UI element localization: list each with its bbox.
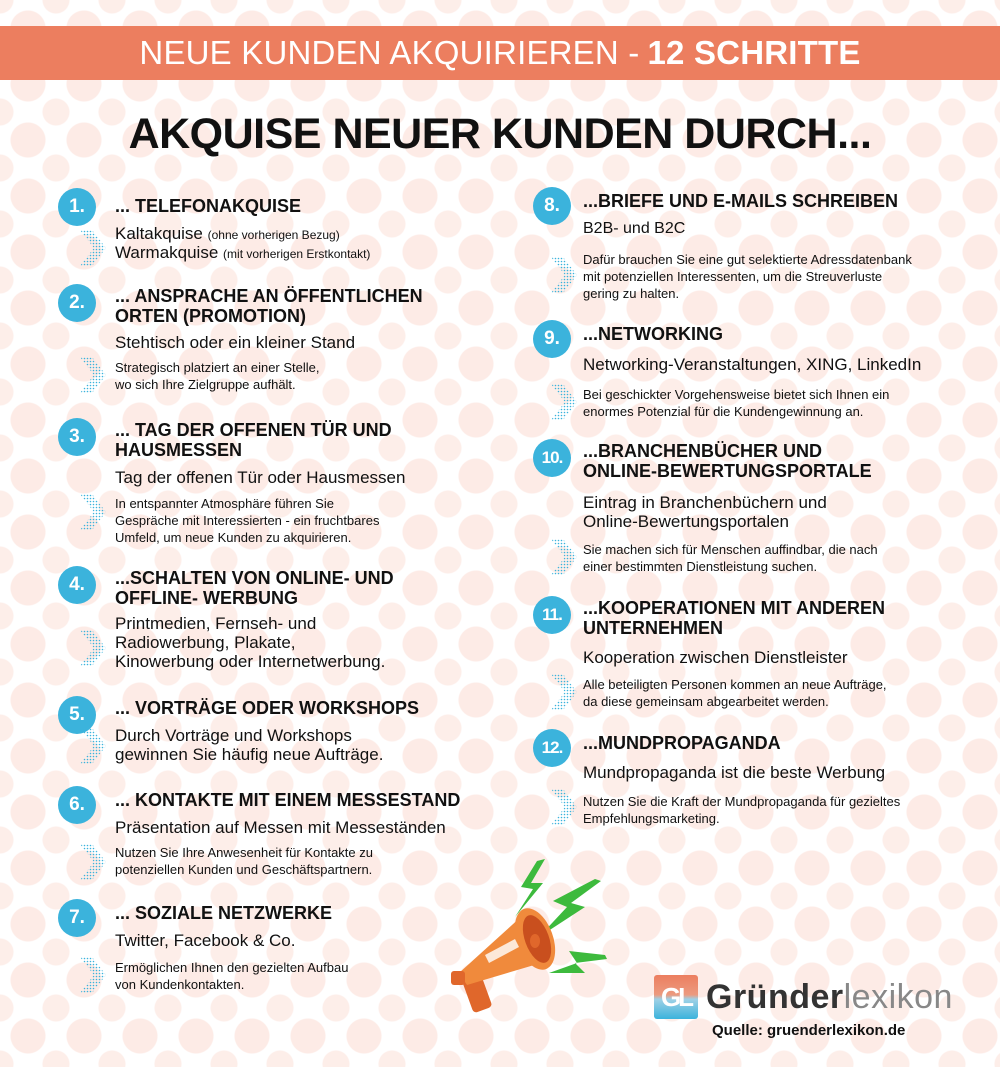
gruenderlexikon-logo [654, 975, 953, 1019]
step-9 [533, 320, 993, 420]
step-2 [58, 284, 478, 394]
step-description: Nutzen Sie die Kraft der Mundpropaganda für gezieltes Empfehlungsmarketing. [583, 794, 901, 826]
dotted-chevron-icon [80, 728, 106, 764]
logo-mark: GL [654, 975, 698, 1019]
step-title: ... ANSPRACHE AN ÖFFENTLICHEN ORTEN (PROMOTION) [115, 286, 423, 326]
step-number-badge: 3. [58, 418, 96, 456]
step-title: ... SOZIALE NETZWERKE [115, 903, 333, 923]
step-10 [533, 439, 993, 579]
step-number-badge: 11. [533, 596, 571, 634]
step-number-badge: 6. [58, 786, 96, 824]
dotted-chevron-icon [80, 957, 106, 993]
dotted-chevron-icon [551, 789, 577, 825]
step-number-badge: 1. [58, 188, 96, 226]
step-8 [533, 187, 993, 307]
banner-count: 12 SCHRITTE [647, 34, 861, 71]
step-5 [58, 696, 478, 771]
step-12 [533, 729, 993, 829]
dotted-chevron-icon [80, 230, 106, 266]
step-subtitle: Stehtisch oder ein kleiner Stand [115, 333, 356, 352]
step-subtitle: Kooperation zwischen Dienstleister [583, 648, 848, 667]
step-subtitle: Präsentation auf Messen mit Messeständen [115, 818, 446, 837]
step-title: ... TAG DER OFFENEN TÜR UND HAUSMESSEN [115, 420, 392, 460]
step-subtitle: Mundpropaganda ist die beste Werbung [583, 763, 886, 782]
step-number-badge: 2. [58, 284, 96, 322]
header-banner [0, 26, 1000, 80]
megaphone-icon [445, 855, 615, 1025]
step-title: ...BRIEFE UND E-MAILS SCHREIBEN [583, 191, 899, 211]
step-title: ...BRANCHENBÜCHER UND ONLINE-BEWERTUNGSPORTALE [583, 441, 872, 481]
step-subtitle: Eintrag in Branchenbüchern und Online-Bewertungsportalen [583, 493, 827, 531]
step-description: In entspannter Atmosphäre führen Sie Gespräche mit Interessierten - ein fruchtbares Umfeld, um neue Kunden zu akquirieren. [115, 496, 380, 545]
step-subtitle: B2B- und B2C [583, 220, 686, 237]
step-title: ...KOOPERATIONEN MIT ANDEREN UNTERNEHMEN [583, 598, 886, 638]
dotted-chevron-icon [551, 384, 577, 420]
step-description: Dafür brauchen Sie eine gut selektierte Adressdatenbank mit potenziellen Interessenten, um die Streuverluste gering zu halten. [583, 252, 912, 301]
step-number-badge: 9. [533, 320, 571, 358]
step-description: Strategisch platziert an einer Stelle, wo sich Ihre Zielgruppe aufhält. [115, 360, 320, 392]
step-number-badge: 4. [58, 566, 96, 604]
step-number-badge: 10. [533, 439, 571, 477]
step-subtitle: Twitter, Facebook & Co. [115, 931, 296, 950]
step-subtitle: Networking-Veranstaltungen, XING, LinkedIn [583, 355, 922, 374]
dotted-chevron-icon [551, 674, 577, 710]
step-1 [58, 188, 478, 268]
step-subtitle: Printmedien, Fernseh- und Radiowerbung, Plakate, Kinowerbung oder Internetwerbung. [115, 614, 386, 671]
step-title: ...MUNDPROPAGANDA [583, 733, 781, 753]
step-6 [58, 786, 498, 881]
banner-text: NEUE KUNDEN AKQUIRIEREN - [139, 34, 640, 71]
step-number-badge: 5. [58, 696, 96, 734]
dotted-chevron-icon [80, 630, 106, 666]
step-title: ...NETWORKING [583, 324, 723, 344]
step-7 [58, 899, 478, 994]
logo-wordmark: Gründerlexikon [706, 977, 953, 1016]
dotted-chevron-icon [80, 844, 106, 880]
step-subtitle-line: Kaltakquise (ohne vorherigen Bezug) [115, 224, 340, 243]
step-number-badge: 8. [533, 187, 571, 225]
page-title: AKQUISE NEUER KUNDEN DURCH... [128, 110, 872, 158]
dotted-chevron-icon [80, 357, 106, 393]
step-number-badge: 7. [58, 899, 96, 937]
step-11 [533, 596, 993, 716]
step-3 [58, 418, 478, 548]
step-description: Nutzen Sie Ihre Anwesenheit für Kontakte zu potenziellen Kunden und Geschäftspartnern. [115, 845, 373, 877]
step-subtitle: Durch Vorträge und Workshops gewinnen Sie häufig neue Aufträge. [115, 726, 384, 764]
dotted-chevron-icon [551, 257, 577, 293]
step-subtitle-line: Warmakquise (mit vorherigen Erstkontakt) [115, 243, 371, 262]
step-title: ... VORTRÄGE ODER WORKSHOPS [115, 698, 420, 718]
step-number-badge: 12. [533, 729, 571, 767]
source-credit: Quelle: gruenderlexikon.de [712, 1022, 906, 1039]
dotted-chevron-icon [80, 494, 106, 530]
step-title: ...SCHALTEN VON ONLINE- UND OFFLINE- WERBUNG [115, 568, 394, 608]
step-description: Sie machen sich für Menschen auffindbar, die nach einer bestimmten Dienstleistung suchen. [583, 542, 878, 574]
step-description: Alle beteiligten Personen kommen an neue Aufträge, da diese gemeinsam abgearbeitet werden. [583, 677, 887, 709]
step-title: ... TELEFONAKQUISE [115, 196, 302, 216]
step-4 [58, 566, 478, 676]
dotted-chevron-icon [551, 539, 577, 575]
step-description: Ermöglichen Ihnen den gezielten Aufbau von Kundenkontakten. [115, 960, 349, 992]
step-description: Bei geschickter Vorgehensweise bietet sich Ihnen ein enormes Potenzial für die Kundengewinnung an. [583, 387, 890, 419]
step-title: ... KONTAKTE MIT EINEM MESSESTAND [115, 790, 461, 810]
step-subtitle: Tag der offenen Tür oder Hausmessen [115, 468, 406, 487]
